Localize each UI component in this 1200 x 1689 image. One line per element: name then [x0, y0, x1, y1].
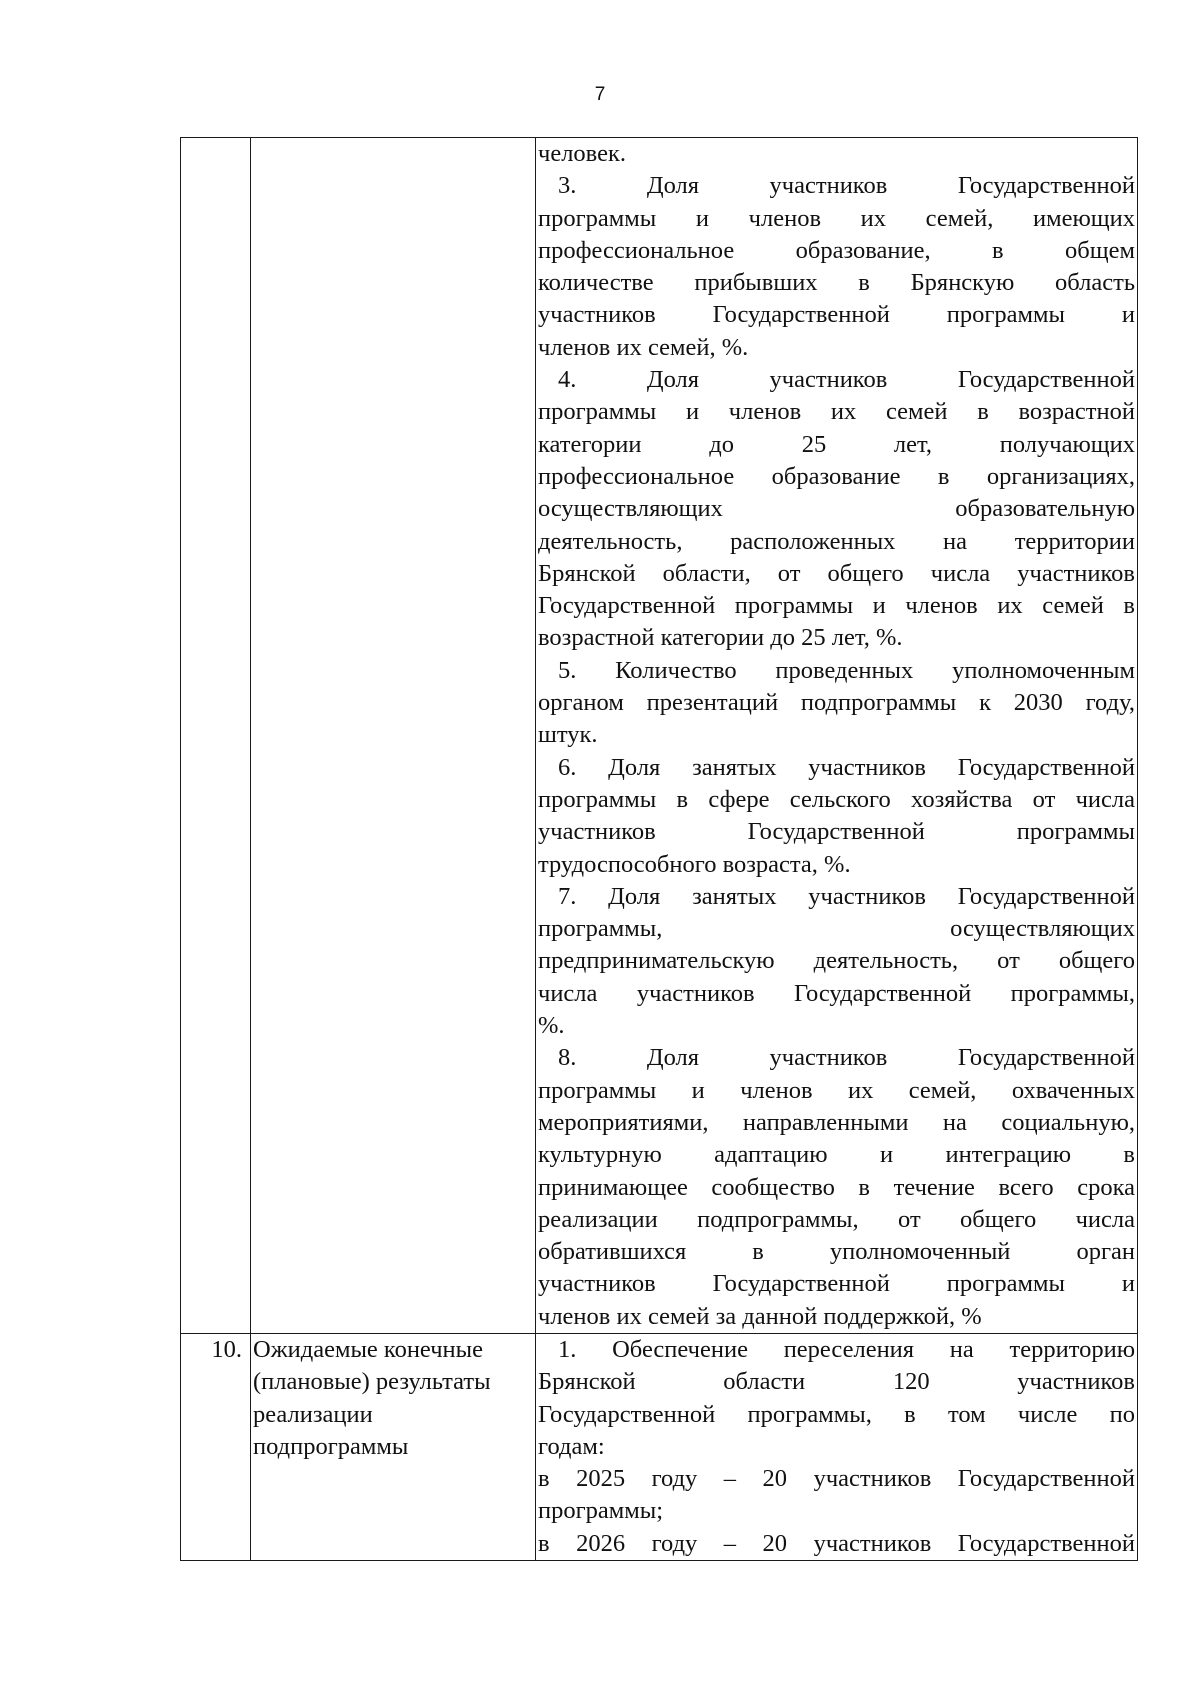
- table-row-continuation: [181, 138, 1138, 1334]
- table-row-10: [181, 1333, 1138, 1560]
- label-line: Ожидаемые конечные: [253, 1335, 483, 1363]
- label-line: реализации: [253, 1400, 373, 1428]
- text-line: участников Государственной программы и: [538, 301, 1135, 329]
- text-line: реализации подпрограммы, от общего числа: [538, 1205, 1135, 1233]
- text-line: %.: [538, 1012, 565, 1040]
- row-name-cell: [251, 138, 536, 1334]
- subprogram-passport-table: [180, 137, 1138, 1561]
- text-line: 5. Количество проведенных уполномоченным: [558, 656, 1135, 684]
- text-line: профессиональное образование, в общем: [538, 236, 1135, 264]
- text-line: Государственной программы и членов их семей в: [538, 592, 1135, 620]
- text-line: участников Государственной программы и: [538, 1270, 1135, 1298]
- row-content-cell: [536, 138, 1138, 1334]
- text-line: возрастной категории до 25 лет, %.: [538, 624, 903, 652]
- text-line: в 2025 году – 20 участников Государственной: [538, 1465, 1135, 1493]
- text-line: 8. Доля участников Государственной: [558, 1044, 1135, 1072]
- text-line: программы в сфере сельского хозяйства от числа: [538, 785, 1135, 813]
- label-line: подпрограммы: [253, 1432, 409, 1460]
- text-line: Государственной программы, в том числе по: [538, 1400, 1135, 1428]
- text-line: программы, осуществляющих: [538, 915, 1135, 943]
- row-number-cell: [181, 138, 251, 1334]
- text-line: деятельность, расположенных на территории: [538, 527, 1135, 555]
- text-line: 6. Доля занятых участников Государственной: [558, 753, 1135, 781]
- text-line: программы и членов их семей в возрастной: [538, 398, 1135, 426]
- expected-results-label: [253, 1334, 535, 1463]
- row-name-cell: [251, 1333, 536, 1560]
- text-line: программы;: [538, 1497, 664, 1525]
- text-line: осуществляющих образовательную: [538, 495, 1135, 523]
- text-line: программы и членов их семей, охваченных: [538, 1076, 1135, 1104]
- text-line: человек.: [538, 140, 626, 167]
- text-line: органом презентаций подпрограммы к 2030 году,: [538, 689, 1135, 717]
- text-line: категории до 25 лет, получающих: [538, 430, 1135, 458]
- text-line: обратившихся в уполномоченный орган: [538, 1238, 1135, 1266]
- text-line: 4. Доля участников Государственной: [558, 366, 1135, 394]
- text-line: программы и членов их семей, имеющих: [538, 204, 1135, 232]
- text-line: предпринимательскую деятельность, от общего: [538, 947, 1135, 975]
- label-line: (плановые) результаты: [253, 1368, 491, 1396]
- text-line: штук.: [538, 721, 598, 749]
- text-line: профессиональное образование в организациях,: [538, 462, 1135, 490]
- text-line: годам:: [538, 1432, 605, 1460]
- text-line: 7. Доля занятых участников Государственной: [558, 882, 1135, 910]
- text-line: Брянской области, от общего числа участников: [538, 559, 1135, 587]
- text-line: количестве прибывших в Брянскую область: [538, 269, 1135, 297]
- page-number: 7: [594, 84, 606, 105]
- row-number-cell: 10.: [181, 1333, 251, 1560]
- text-line: мероприятиями, направленными на социальную,: [538, 1108, 1135, 1136]
- expected-results-text-block: [538, 1334, 1135, 1560]
- text-line: членов их семей, %.: [538, 333, 749, 361]
- text-line: трудоспособного возраста, %.: [538, 850, 851, 878]
- text-line: 1. Обеспечение переселения на территорию: [558, 1335, 1135, 1363]
- text-line: принимающее сообщество в течение всего срока: [538, 1173, 1135, 1201]
- text-line: 3. Доля участников Государственной: [558, 172, 1135, 200]
- text-line: в 2026 году – 20 участников Государственной: [538, 1529, 1135, 1557]
- text-line: культурную адаптацию и интеграцию в: [538, 1141, 1135, 1169]
- indicator-text-block: [538, 138, 1135, 1333]
- text-line: Брянской области 120 участников: [538, 1368, 1135, 1396]
- text-line: участников Государственной программы: [538, 818, 1135, 846]
- row-content-cell: [536, 1333, 1138, 1560]
- text-line: членов их семей за данной поддержкой, %: [538, 1302, 982, 1330]
- text-line: числа участников Государственной программы,: [538, 979, 1135, 1007]
